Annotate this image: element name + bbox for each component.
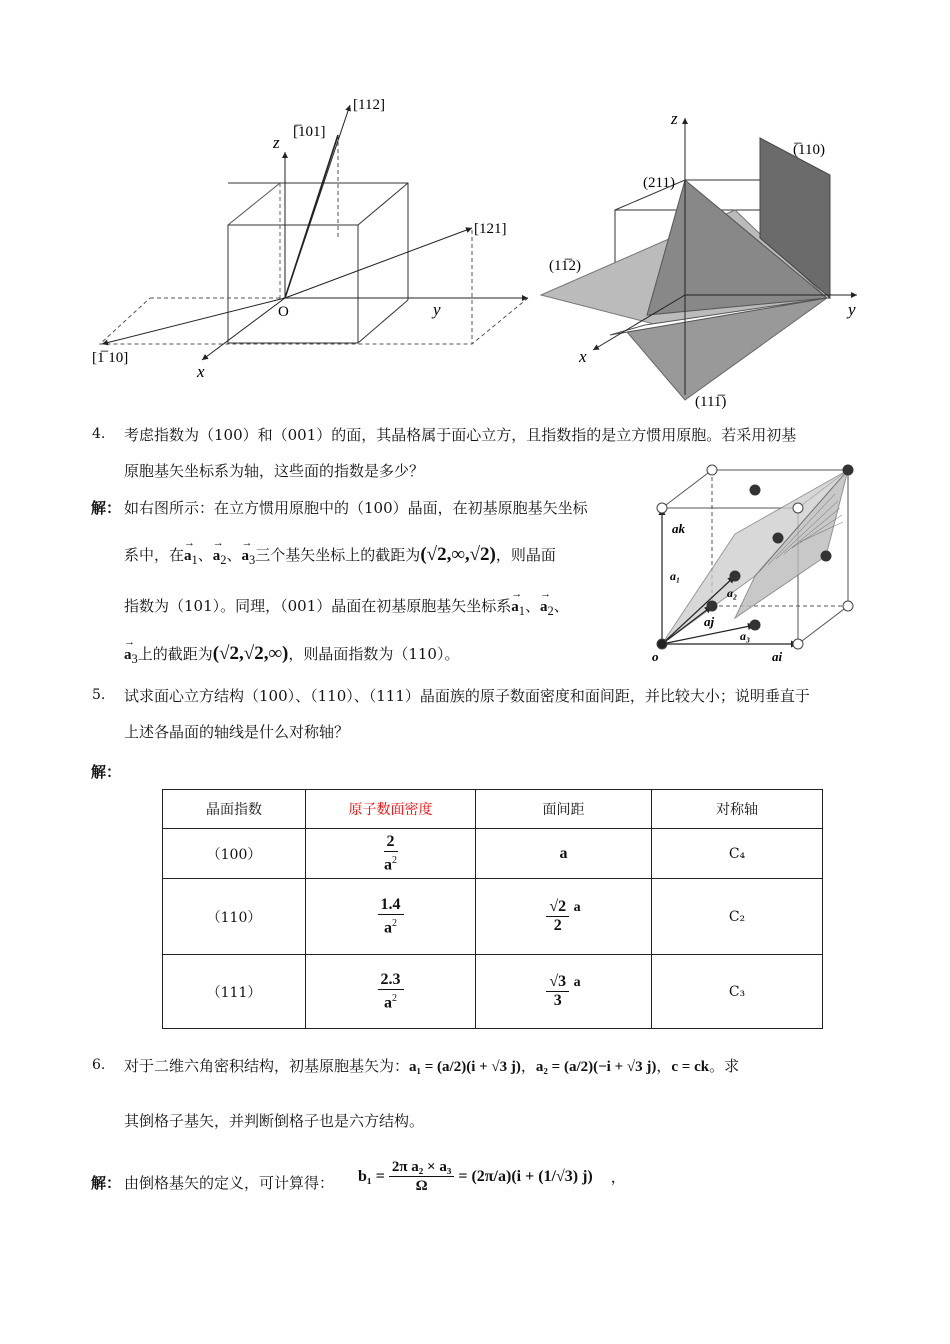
question-4-line2: 原胞基矢坐标系为轴，这些面的指数是多少？ <box>124 462 425 480</box>
table-row <box>163 879 823 955</box>
q4-sol-line2: 系中，在→ $a_1$、→ $a_2$、→ $a_3$三个基矢坐标上的截距为(√2,∞,√2)，则晶面 <box>124 544 556 571</box>
intercept-001: (√2,√2,∞) <box>212 643 289 664</box>
cell-spacing: $\frac{√2}{2}$ a <box>476 879 652 955</box>
a3-label: a₃ <box>740 629 751 643</box>
plane-110-label: (̅110) <box>793 142 825 158</box>
header-spacing: 面间距 <box>476 790 652 829</box>
a1-label: a₁ <box>670 569 681 583</box>
question-6-line2: 其倒格子基矢，并判断倒格子也是六方结构。 <box>124 1112 425 1130</box>
fig1-z-label: z <box>273 133 280 152</box>
q4-solution-label: 解： <box>91 499 122 517</box>
header-plane-index: 晶面指数 <box>163 790 306 829</box>
q4-sol-line3: 指数为（101）。同理，（001）晶面在初基原胞基矢坐标系→ $a_1$、→ $a_2$、 <box>124 595 569 622</box>
cell-spacing: a <box>476 829 652 879</box>
eq-b1: b₁ = $\frac{\text{2π a₂ × a₃}}{\Omega}$ = (2π/a)(i + (1/√3) j) ， <box>358 1159 626 1194</box>
question-5-line2: 上述各晶面的轴线是什么对称轴？ <box>124 723 350 741</box>
question-6-line1: 对于二维六角密积结构，初基原胞基矢为：a₁ = (a/2)(i + √3 j)，a₂ = (a/2)(−i + √3 j)，c = ck。求 <box>124 1057 740 1075</box>
dir-121-label: [121] <box>474 221 507 237</box>
q6-sol-text: 由倒格基矢的定义，可计算得： <box>124 1174 335 1192</box>
fig2-z-label: z <box>671 110 678 128</box>
q4-sol-line1: 如右图所示：在立方惯用原胞中的（100）晶面，在初基原胞基矢坐标 <box>124 499 588 517</box>
cell-density: $\frac{2.3}{a^2}$ <box>306 955 476 1029</box>
question-6-number: 6. <box>92 1057 106 1073</box>
fig1-y-label: y <box>433 300 441 319</box>
fcc-primitive-cell-figure <box>650 458 865 666</box>
ai-label: ai <box>772 649 783 664</box>
q6-solution-label: 解： <box>91 1174 122 1192</box>
q5-solution-label: 解： <box>91 763 122 781</box>
aj-label: aj <box>704 614 715 629</box>
question-5-line1: 试求面心立方结构（100）、（110）、（111）晶面族的原子数面密度和面间距，并比较大小；说明垂直于 <box>124 687 810 705</box>
eq-a2: a₂ = (a/2)(−i + √3 j) <box>535 1059 657 1075</box>
a2-label: a₂ <box>727 586 738 600</box>
o-label: o <box>652 649 659 664</box>
cell-index: （110） <box>163 879 306 955</box>
q4-sol-line4: → $a_3$上的截距为(√2,√2,∞)，则晶面指数为（110）。 <box>124 643 459 670</box>
question-5-number: 5. <box>92 687 106 703</box>
cell-density: $\frac{1.4}{a^2}$ <box>306 879 476 955</box>
cell-spacing: $\frac{√3}{3}$ a <box>476 955 652 1029</box>
fig1-origin-label: O <box>278 304 289 320</box>
table-header-row <box>163 790 823 829</box>
eq-c: c = ck <box>671 1059 710 1075</box>
plane-cube-figure <box>535 110 870 410</box>
table-row <box>163 955 823 1029</box>
dir-101-label: [̅101] <box>293 124 326 140</box>
intercept-100: (√2,∞,√2) <box>420 544 496 565</box>
cell-axis: C₄ <box>652 829 823 879</box>
header-density: 原子数面密度 <box>306 790 476 829</box>
plane-112-label: (11̅2) <box>549 258 581 274</box>
table-row <box>163 829 823 879</box>
direction-cube-figure <box>80 90 550 390</box>
header-symmetry-axis: 对称轴 <box>652 790 823 829</box>
dir-110-label: [1̅ 10] <box>92 350 129 366</box>
fig1-x-label: x <box>197 362 205 381</box>
plane-111-label: (111̅) <box>695 394 727 410</box>
eq-a1: a₁ = (a/2)(i + √3 j) <box>409 1059 521 1075</box>
cell-axis: C₃ <box>652 955 823 1029</box>
cell-index: （111） <box>163 955 306 1029</box>
fig2-y-label: y <box>848 300 856 319</box>
plane-density-table <box>162 789 823 1029</box>
ak-label: ak <box>672 521 685 536</box>
fig2-x-label: x <box>579 347 587 366</box>
cell-axis: C₂ <box>652 879 823 955</box>
question-4-line1: 考虑指数为（100）和（001）的面，其晶格属于面心立方，且指数指的是立方惯用原胞。若采用初基 <box>124 426 797 444</box>
cell-index: （100） <box>163 829 306 879</box>
cell-density: $\frac{2}{a^2}$ <box>306 829 476 879</box>
dir-112-label: [112] <box>353 97 385 113</box>
plane-211-label: (211) <box>643 175 675 191</box>
question-4-number: 4. <box>92 426 106 442</box>
